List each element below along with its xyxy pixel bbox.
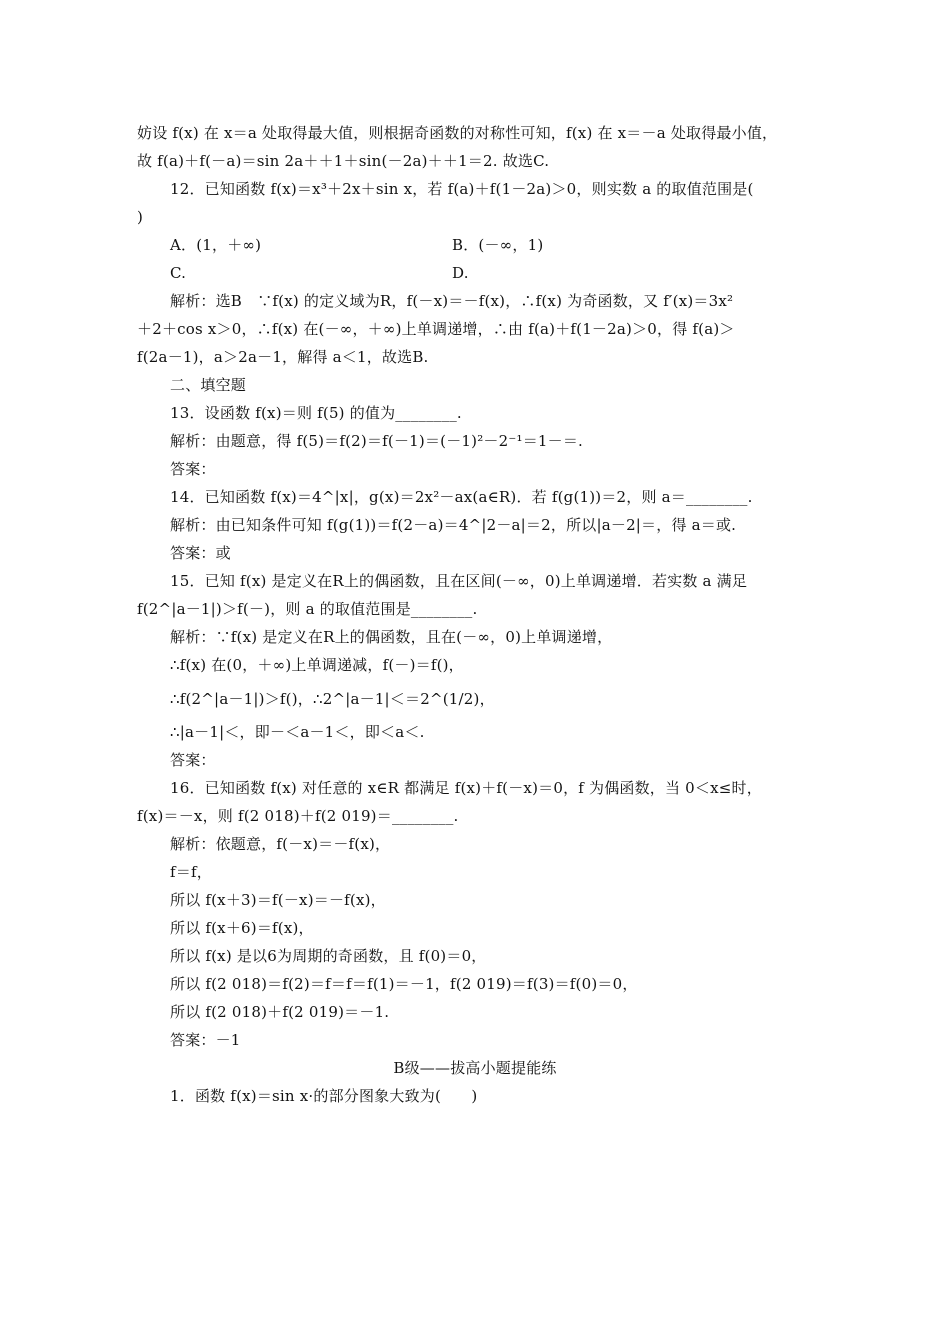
- answer-line: 答案：或: [170, 544, 231, 562]
- section-heading: 二、填空题: [170, 376, 247, 394]
- solution-line: 所以 f(x＋6)＝f(x)，: [170, 919, 314, 937]
- solution-line: ∴|a－1|＜，即－＜a－1＜，即＜a＜.: [170, 723, 425, 741]
- text-line: f(x)＝－x，则 f(2 018)＋f(2 019)＝________.: [137, 807, 459, 825]
- solution-line: 解析：∵f(x) 是定义在R上的偶函数，且在(－∞，0)上单调递增，: [170, 628, 613, 646]
- option-b: B．(－∞，1): [452, 236, 544, 254]
- solution-line: 所以 f(x＋3)＝f(－x)＝－f(x)，: [170, 891, 386, 909]
- solution-line: 所以 f(2 018)＋f(2 019)＝－1.: [170, 1003, 390, 1021]
- solution-line: 解析：选B ∵f(x) 的定义域为R，f(－x)＝－f(x)，∴f(x) 为奇函数，又 f′(x)＝3x²: [170, 292, 734, 310]
- answer-line: 答案：: [170, 460, 216, 478]
- question-14: 14．已知函数 f(x)＝4^|x|，g(x)＝2x²－ax(a∈R)．若 f(g(1))＝2，则 a＝________.: [170, 488, 753, 506]
- question-12: 12．已知函数 f(x)＝x³＋2x＋sin x，若 f(a)＋f(1－2a)＞0，则实数 a 的取值范围是(: [170, 180, 754, 198]
- solution-line: 所以 f(x) 是以6为周期的奇函数，且 f(0)＝0，: [170, 947, 487, 965]
- option-a: A．(1，＋∞): [170, 236, 262, 254]
- question-16: 16．已知函数 f(x) 对任意的 x∈R 都满足 f(x)＋f(－x)＝0，f 为偶函数，当 0＜x≤时，: [170, 779, 762, 797]
- solution-line: ＋2＋cos x＞0，∴f(x) 在(－∞，＋∞)上单调递增，∴由 f(a)＋f(1－2a)＞0，得 f(a)＞: [137, 320, 735, 338]
- question-b1: 1．函数 f(x)＝sin x·的部分图象大致为( ): [170, 1087, 478, 1105]
- solution-line: 所以 f(2 018)＝f(2)＝f＝f＝f(1)＝－1，f(2 019)＝f(3)＝f(0)＝0，: [170, 975, 638, 993]
- option-d: D.: [452, 264, 469, 282]
- solution-line: f(2a－1)，a＞2a－1，解得 a＜1，故选B.: [137, 348, 429, 366]
- text-line: f(2^|a－1|)＞f(－)，则 a 的取值范围是________.: [137, 600, 478, 618]
- question-15: 15．已知 f(x) 是定义在R上的偶函数，且在区间(－∞，0)上单调递增．若实数 a 满足: [170, 572, 748, 590]
- solution-line: ∴f(2^|a－1|)＞f()，∴2^|a－1|＜＝2^(1/2)，: [170, 690, 495, 708]
- answer-line: 答案：－1: [170, 1031, 241, 1049]
- text-line: 妨设 f(x) 在 x＝a 处取得最大值，则根据奇函数的对称性可知，f(x) 在 x＝－a 处取得最小值，: [137, 124, 778, 142]
- solution-line: 解析：依题意，f(－x)＝－f(x)，: [170, 835, 391, 853]
- answer-line: 答案：: [170, 751, 216, 769]
- solution-line: 解析：由题意，得 f(5)＝f(2)＝f(－1)＝(－1)²－2⁻¹＝1－＝.: [170, 432, 584, 450]
- text-line: ): [137, 208, 144, 226]
- text-line: 故 f(a)＋f(－a)＝sin 2a＋＋1＋sin(－2a)＋＋1＝2. 故选C.: [137, 152, 550, 170]
- option-c: C.: [170, 264, 187, 282]
- question-13: 13．设函数 f(x)＝则 f(5) 的值为________.: [170, 404, 462, 422]
- solution-line: f＝f，: [170, 863, 212, 881]
- section-heading: B级——拔高小题提能练: [393, 1059, 557, 1077]
- solution-line: 解析：由已知条件可知 f(g(1))＝f(2－a)＝4^|2－a|＝2，所以|a－2|＝，得 a＝或.: [170, 516, 737, 534]
- solution-line: ∴f(x) 在(0，＋∞)上单调递减，f(－)＝f()，: [170, 656, 464, 674]
